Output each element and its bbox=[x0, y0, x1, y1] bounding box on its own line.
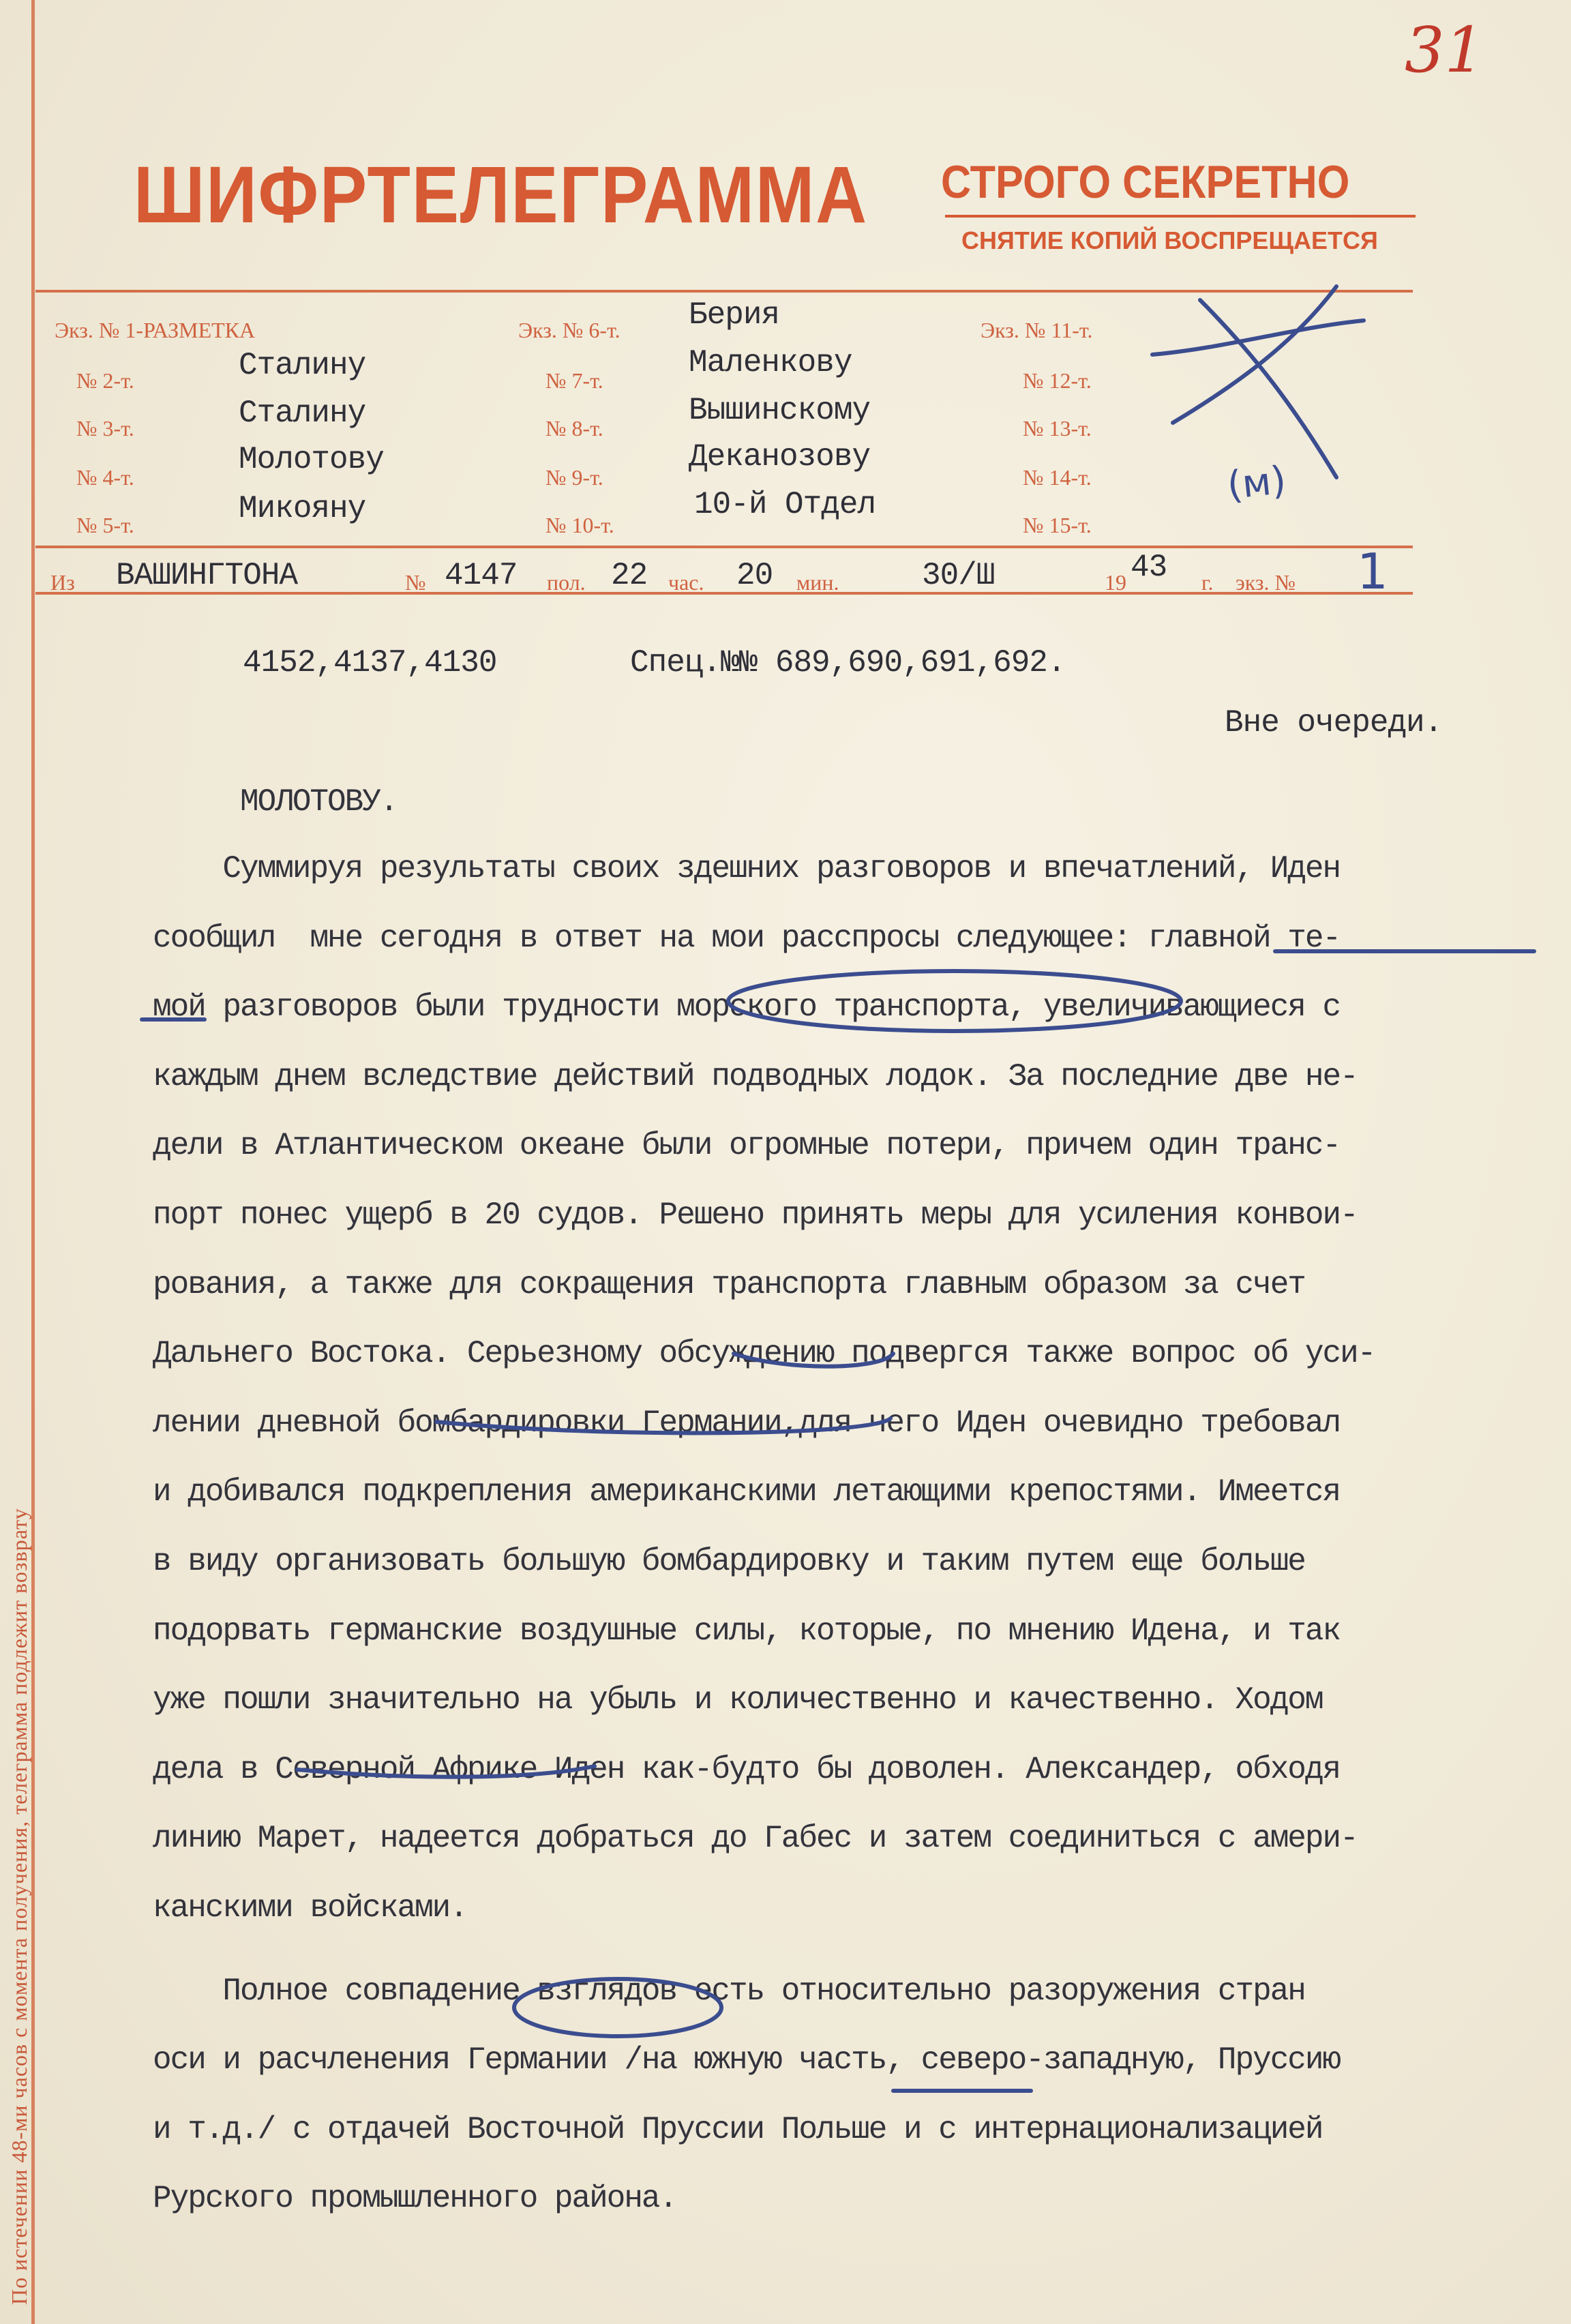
hour-value: 20 bbox=[736, 558, 773, 593]
copy-number-value: 1 bbox=[1357, 543, 1388, 600]
copy-label: № 2-т. bbox=[76, 368, 134, 393]
body-line: мой разговоров были трудности морского транспорта, увеличивающиеся с bbox=[153, 989, 1341, 1025]
addressee: МОЛОТОВУ. bbox=[240, 784, 398, 820]
special-numbers: Спец.№№ 689,690,691,692. bbox=[630, 645, 1066, 681]
recipient-name: Маленкову bbox=[689, 345, 852, 381]
minute-label: мин. bbox=[796, 570, 839, 595]
received-label: пол. bbox=[547, 570, 586, 595]
received-value: 22 bbox=[611, 558, 648, 593]
secret-stamp: СТРОГО СЕКРЕТНО bbox=[941, 156, 1350, 208]
circle-mark bbox=[728, 971, 1181, 1031]
body-line: сообщил мне сегодня в ответ на мои расспросы следующее: главной те- bbox=[153, 921, 1341, 956]
copy-number-label: экз. № bbox=[1236, 570, 1296, 595]
copy-label: № 15-т. bbox=[1023, 513, 1092, 537]
body-line: Рурского промышленного района. bbox=[153, 2181, 677, 2216]
copy-label: № 5-т. bbox=[76, 513, 134, 537]
copy-label: № 3-т. bbox=[76, 416, 134, 441]
copy-label: № 7-т. bbox=[545, 368, 603, 393]
body-line: Суммируя результаты своих здешних разговоров и впечатлений, Иден bbox=[153, 851, 1341, 887]
from-label: Из bbox=[50, 570, 75, 595]
body-line: и т.д./ с отдачей Восточной Пруссии Польше и с интернационализацией bbox=[153, 2112, 1323, 2147]
recipient-name: Вышинскому bbox=[689, 393, 871, 428]
date-value: 30/Ш bbox=[922, 558, 995, 593]
recipient-name: Берия bbox=[689, 297, 780, 333]
body-line: оси и расчленения Германии /на южную часть, северо-западную, Пруссию bbox=[153, 2042, 1341, 2078]
body-line: канскими войсками. bbox=[153, 1890, 467, 1926]
body-line: линию Марет, надеется добраться до Габес и затем соединиться с амери- bbox=[153, 1821, 1358, 1856]
recipient-name: 10-й Отдел bbox=[694, 487, 876, 522]
page-number: 31 bbox=[1405, 14, 1485, 87]
telegram-number: 4147 bbox=[445, 558, 518, 593]
no-copy-notice: СНЯТИЕ КОПИЙ ВОСПРЕЩАЕТСЯ bbox=[961, 226, 1378, 254]
recipient-name: Деканозову bbox=[689, 439, 871, 475]
underline-mark bbox=[436, 1418, 891, 1433]
body-line: рования, а также для сокращения транспорта главным образом за счет bbox=[153, 1267, 1305, 1302]
year-value: 43 bbox=[1131, 550, 1167, 585]
body-line: дела в Северной Африке Иден как-будто бы доволен. Александер, обходя bbox=[153, 1752, 1341, 1787]
recipient-name: Микояну bbox=[239, 491, 366, 526]
body-line: дели в Атлантическом океане были огромные потери, причем один транс- bbox=[153, 1128, 1341, 1163]
body-line: каждым днем вследствие действий подводных лодок. За последние две не- bbox=[153, 1059, 1358, 1094]
document-title: ШИФРТЕЛЕГРАММА bbox=[134, 150, 868, 240]
crossed-out-mark bbox=[1173, 286, 1336, 423]
body-line: Дальнего Востока. Серьезному обсуждению подвергся также вопрос об уси- bbox=[153, 1336, 1375, 1371]
body-line: подорвать германские воздушные силы, которые, по мнению Идена, и так bbox=[153, 1613, 1341, 1649]
copy-label: Экз. № 1-РАЗМЕТКА bbox=[55, 318, 256, 342]
copy-label: № 14-т. bbox=[1023, 465, 1092, 490]
reference-numbers: 4152,4137,4130 bbox=[243, 645, 497, 681]
copy-label: Экз. № 11-т. bbox=[981, 318, 1093, 342]
recipient-name: Сталину bbox=[239, 348, 366, 383]
pencil-note: (м) bbox=[1225, 458, 1289, 509]
priority-mark: Вне очереди. bbox=[1225, 705, 1443, 741]
from-city: ВАШИНГТОНА bbox=[116, 558, 298, 593]
number-label: № bbox=[405, 570, 426, 595]
crossed-out-mark bbox=[1152, 321, 1364, 355]
underline-mark bbox=[734, 1354, 893, 1367]
year-prefix: 19 bbox=[1105, 570, 1126, 595]
copy-label: № 10-т. bbox=[545, 513, 614, 537]
recipient-name: Сталину bbox=[239, 396, 366, 431]
circle-mark bbox=[514, 1979, 721, 2036]
year-suffix: г. bbox=[1201, 570, 1214, 595]
hour-label: час. bbox=[668, 570, 704, 595]
copy-label: № 8-т. bbox=[545, 416, 603, 441]
copy-label: № 12-т. bbox=[1023, 368, 1092, 393]
body-line: уже пошли значительно на убыль и количественно и качественно. Ходом bbox=[153, 1682, 1323, 1718]
copy-label: № 4-т. bbox=[76, 465, 134, 490]
body-line: лении дневной бомбардировки Германии,для чего Иден очевидно требовал bbox=[153, 1405, 1341, 1441]
body-line: порт понес ущерб в 20 судов. Решено принять меры для усиления конвои- bbox=[153, 1197, 1358, 1233]
copy-label: № 9-т. bbox=[545, 465, 603, 490]
underline-mark bbox=[297, 1766, 595, 1777]
body-line: Полное совпадение взглядов есть относительно разоружения стран bbox=[153, 1973, 1305, 2009]
copy-label: № 13-т. bbox=[1023, 416, 1092, 441]
side-note: По истечении 48-ми часов с момента получения, телеграмма подлежит возврату bbox=[7, 1508, 31, 2305]
body-line: и добивался подкрепления американскими летающими крепостями. Имеется bbox=[153, 1474, 1341, 1510]
copy-label: Экз. № 6-т. bbox=[518, 318, 620, 342]
body-line: в виду организовать большую бомбардировку и таким путем еще больше bbox=[153, 1544, 1305, 1579]
recipient-name: Молотову bbox=[239, 442, 384, 477]
